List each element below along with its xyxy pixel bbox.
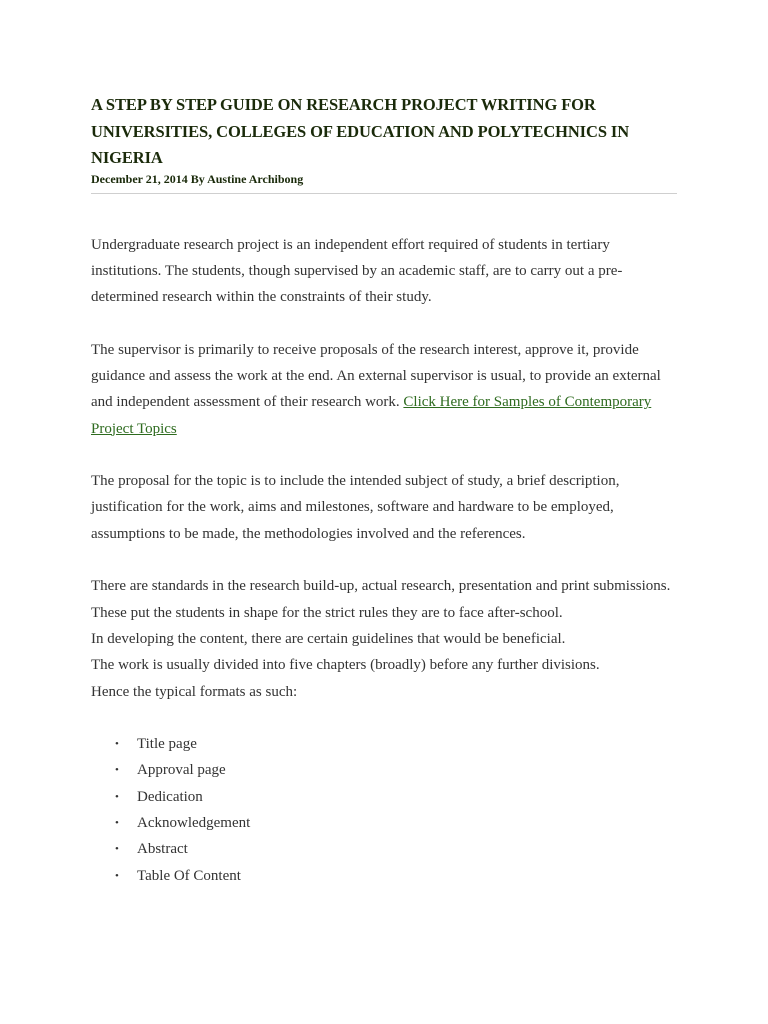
paragraph-intro: Undergraduate research project is an independent effort required of students in tertiary institutions. The students, though supervised by an academic staff, are to carry out a pre-determined research within the constraints of their study. bbox=[91, 236, 623, 306]
paragraph-formats-intro: Hence the typical formats as such: bbox=[91, 683, 298, 700]
article bbox=[91, 92, 677, 889]
list-item bbox=[115, 836, 677, 862]
list-item-label: Abstract bbox=[137, 841, 188, 858]
list-item-label: Title page bbox=[137, 736, 197, 753]
paragraph-chapters: The work is usually divided into five chapters (broadly) before any further divisions. bbox=[91, 657, 600, 674]
article-title: A STEP BY STEP GUIDE ON RESEARCH PROJECT WRITING FOR UNIVERSITIES, COLLEGES OF EDUCATION AND POLYTECHNICS IN NIGERIA bbox=[91, 95, 630, 167]
list-item bbox=[115, 784, 677, 810]
article-body bbox=[91, 232, 677, 889]
bullet-icon: • bbox=[115, 738, 119, 751]
list-item bbox=[115, 810, 677, 836]
bullet-icon: • bbox=[115, 790, 119, 803]
bullet-icon: • bbox=[115, 764, 119, 777]
article-byline: December 21, 2014 By Austine Archibong bbox=[91, 172, 677, 194]
project-topics-link[interactable]: Click Here for Samples of Contemporary Project Topics bbox=[91, 394, 652, 437]
list-item-label: Approval page bbox=[137, 762, 226, 779]
bullet-icon: • bbox=[115, 843, 119, 856]
formats-list bbox=[91, 731, 677, 889]
paragraph-proposal: The proposal for the topic is to include the intended subject of study, a brief description, justification for the work, aims and milestones, software and hardware to be employed, assumptions to be made, the methodologies involved and the references. bbox=[91, 473, 620, 542]
list-item bbox=[115, 757, 677, 783]
paragraph-standards: There are standards in the research build-up, actual research, presentation and print submissions. These put the students in shape for the strict rules they are to face after-school. bbox=[91, 578, 671, 621]
paragraph-supervisor bbox=[91, 337, 677, 442]
list-item bbox=[115, 863, 677, 889]
paragraph-guidelines: In developing the content, there are certain guidelines that would be beneficial. bbox=[91, 630, 566, 647]
paragraph-supervisor-text: The supervisor is primarily to receive proposals of the research interest, approve it, provide guidance and assess the work at the end. An external supervisor is usual, to provide an external and independent assessment of their research work. bbox=[91, 341, 661, 411]
list-item-label: Dedication bbox=[137, 788, 203, 805]
list-item-label: Acknowledgement bbox=[137, 815, 251, 832]
list-item-label: Table Of Content bbox=[137, 867, 241, 884]
list-item bbox=[115, 731, 677, 757]
bullet-icon: • bbox=[115, 869, 119, 882]
bullet-icon: • bbox=[115, 817, 119, 830]
